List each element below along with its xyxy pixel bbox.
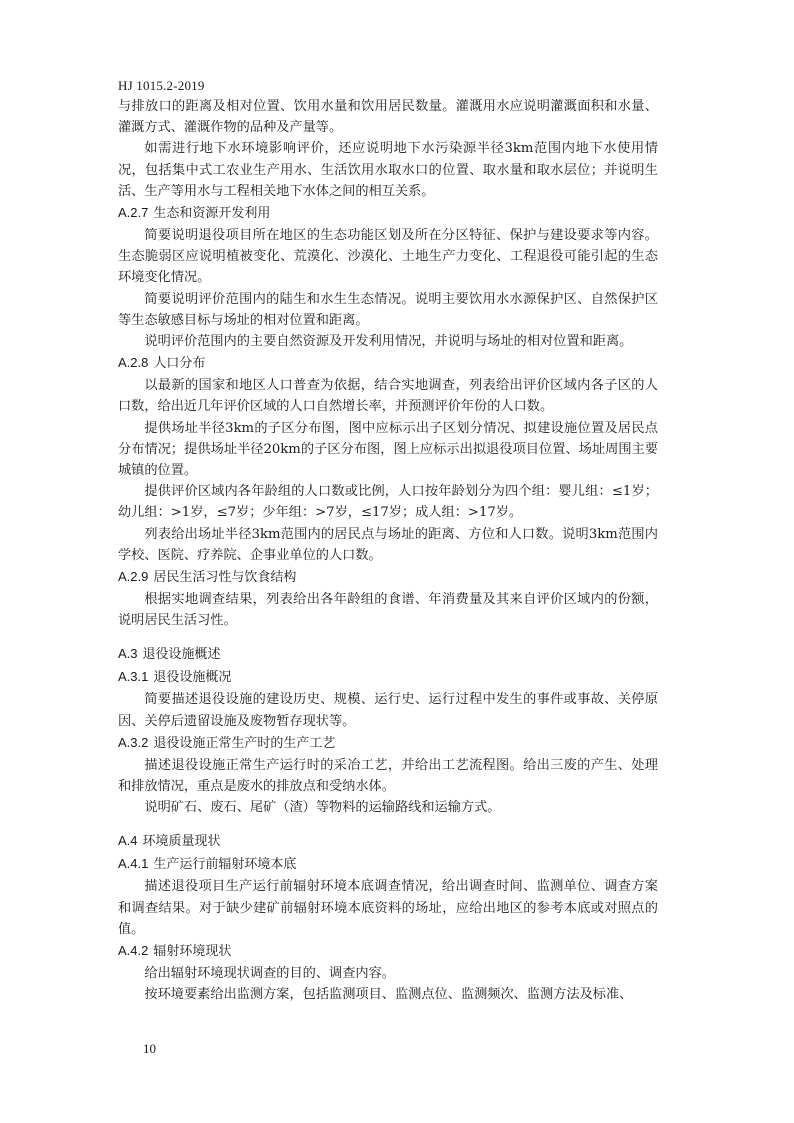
subsection-heading — [118, 666, 658, 689]
paragraph: 以最新的国家和地区人口普查为依据，结合实地调查，列表给出评价区域内各子区的人口数，给出近几年评价区域的人口自然增长率，并预测评价年份的人口数。 — [118, 378, 658, 415]
section-title: 生产运行前辐射环境本底 — [153, 857, 297, 873]
section-number: A.3.2 — [118, 734, 149, 750]
subsection-heading — [118, 732, 658, 755]
paragraph: 给出辐射环境现状调查的目的、调查内容。 — [144, 966, 395, 982]
document-body — [118, 96, 658, 1006]
page-number: 10 — [143, 1041, 156, 1056]
section-number: A.2.7 — [118, 205, 149, 221]
paragraph: 根据实地调查结果，列表给出各年龄组的食谱、年消费量及其来自评价区域内的份额，说明居民生活习性。 — [118, 592, 658, 629]
section-title: 退役设施概述 — [142, 647, 221, 663]
section-title: 人口分布 — [153, 356, 206, 372]
section-title: 生态和资源开发利用 — [153, 206, 271, 222]
section-number: A.4.1 — [118, 856, 149, 872]
subsection-heading — [118, 940, 658, 963]
paragraph: 简要描述退役设施的建设历史、规模、运行史、运行过程中发生的事件或事故、关停原因、关停后遗留设施及废物暂存现状等。 — [118, 692, 658, 729]
paragraph: 列表给出场址半径3km范围内的居民点与场址的距离、方位和人口数。说明3km范围内学校、医院、疗养院、企事业单位的人口数。 — [118, 526, 658, 563]
subsection-heading — [118, 566, 658, 589]
paragraph: 简要说明退役项目所在地区的生态功能区划及所在分区特征、保护与建设要求等内容。生态脆弱区应说明植被变化、荒漠化、沙漠化、土地生产力变化、工程退役可能引起的生态环境变化情况。 — [118, 228, 658, 286]
section-number: A.3 — [118, 646, 138, 662]
paragraph: 描述退役设施正常生产运行时的采冶工艺，并给出工艺流程图。给出三废的产生、处理和排放情况，重点是废水的排放点和受纳水体。 — [118, 757, 658, 795]
paragraph: 如需进行地下水环境影响评价，还应说明地下水污染源半径3km范围内地下水使用情况，包括集中式工农业生产用水、生活饮用水取水口的位置、取水量和取水层位；并说明生活、生产等用水与工程相关地下水体之间的相互关系。 — [118, 141, 658, 199]
paragraph: 提供场址半径3km的子区分布图，图中应标示出子区划分情况、拟建设施位置及居民点分布情况；提供场址半径20km的子区分布图，图上应标示出拟退役项目位置、场址周围主要城镇的位置。 — [118, 420, 658, 479]
paragraph: 描述退役项目生产运行前辐射环境本底调查情况，给出调查时间、监测单位、调查方案和调查结果。对于缺少建矿前辐射环境本底资料的场址，应给出地区的参考本底或对照点的值。 — [118, 879, 658, 937]
section-heading — [118, 830, 658, 853]
section-title: 退役设施概况 — [153, 670, 232, 686]
section-number: A.4 — [118, 833, 138, 849]
paragraph: 与排放口的距离及相对位置、饮用水量和饮用居民数量。灌溉用水应说明灌溉面积和水量、灌溉方式、灌溉作物的品种及产量等。 — [118, 99, 658, 136]
subsection-heading — [118, 202, 658, 225]
section-title: 环境质量现状 — [142, 834, 221, 850]
paragraph: 按环境要素给出监测方案，包括监测项目、监测点位、监测频次、监测方法及标准、 — [144, 987, 633, 1003]
section-title: 居民生活习性与饮食结构 — [153, 570, 297, 586]
section-number: A.2.8 — [118, 355, 149, 371]
subsection-heading — [118, 853, 658, 876]
paragraph: 简要说明评价范围内的陆生和水生生态情况。说明主要饮用水水源保护区、自然保护区等生态敏感目标与场址的相对位置和距离。 — [118, 291, 658, 328]
section-heading — [118, 643, 658, 666]
document-code: HJ 1015.2-2019 — [118, 78, 205, 93]
section-number: A.2.9 — [118, 569, 149, 585]
paragraph: 说明评价范围内的主要自然资源及开发利用情况，并说明与场址的相对位置和距离。 — [144, 334, 633, 350]
paragraph: 提供评价区域内各年龄组的人口数或比例，人口按年龄划分为四个组：婴儿组：≤1岁；幼儿组：>1岁，≤7岁；少年组：>7岁，≤17岁；成人组：>17岁。 — [118, 484, 658, 521]
section-number: A.3.1 — [118, 669, 149, 685]
paragraph: 说明矿石、废石、尾矿（渣）等物料的运输路线和运输方式。 — [144, 800, 501, 816]
subsection-heading — [118, 352, 658, 375]
section-title: 退役设施正常生产时的生产工艺 — [153, 735, 336, 751]
section-title: 辐射环境现状 — [153, 944, 232, 960]
section-number: A.4.2 — [118, 943, 149, 959]
